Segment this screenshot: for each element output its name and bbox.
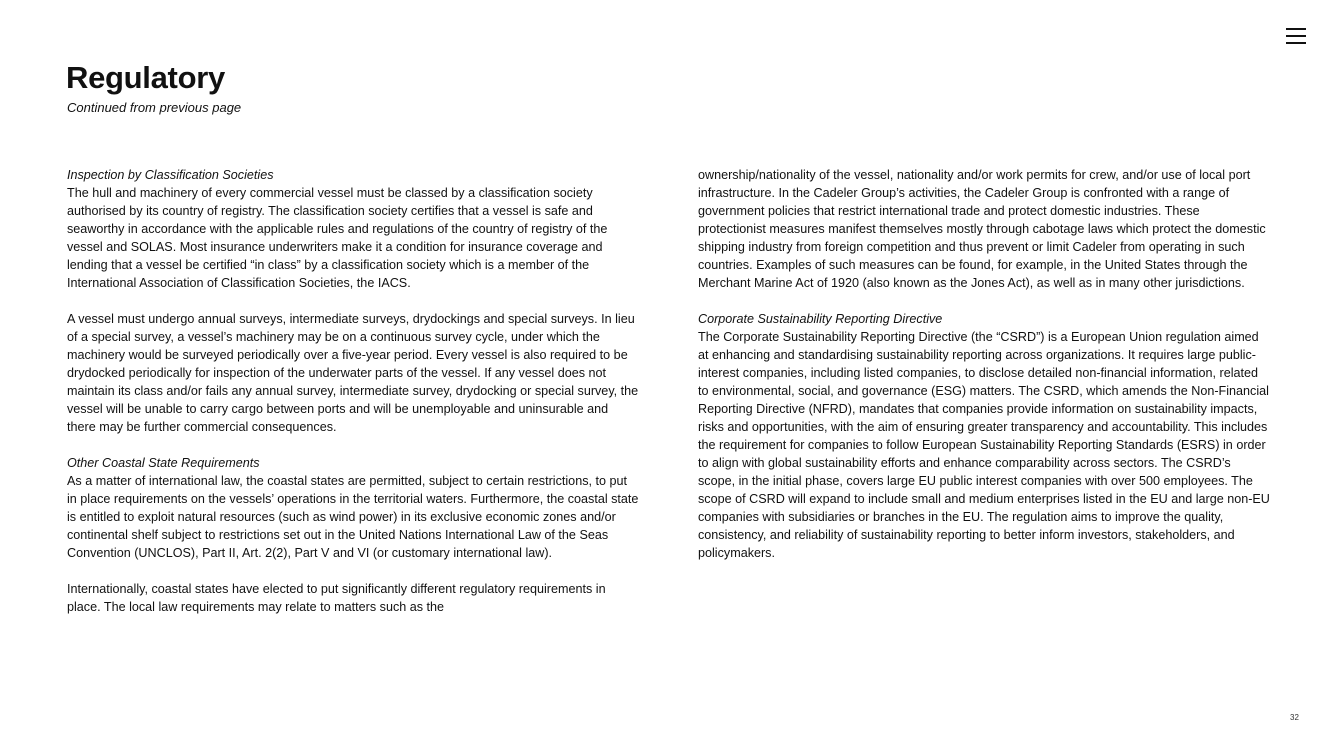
paragraph-classification-1: The hull and machinery of every commercial vessel must be classed by a classification society authorised by its country of registry. The classification society certifies that a vessel is safe and seaworthy in accordance with the applicable rules and regulations of the country of registry of the vessel and SOLAS. Most insurance underwriters make it a condition for insurance coverage and lending that a vessel be certified “in class” by a classification society which is a member of the International Association of Classification Societies, the IACS.	[67, 186, 608, 290]
paragraph-coastal-1: As a matter of international law, the coastal states are permitted, subject to certain restrictions, to put in place requirements on the vessels’ operations in the territorial waters. Furthermore, the coastal state is entitled to exploit natural resources (such as wind power) in its exclusive economic zones and/or continental shelf subject to restrictions set out in the United Nations International Law of the Seas Convention (UNCLOS), Part II, Art. 2(2), Part V and VI (or customary international law).	[67, 474, 639, 560]
page-subtitle: Continued from previous page	[67, 100, 242, 115]
left-column	[67, 166, 639, 634]
section-heading-coastal: Other Coastal State Requirements	[67, 456, 260, 470]
menu-bar-middle	[1286, 35, 1306, 37]
section-heading-csrd: Corporate Sustainability Reporting Directive	[698, 312, 943, 326]
paragraph-classification-2: A vessel must undergo annual surveys, intermediate surveys, drydockings and special surveys. In lieu of a special survey, a vessel’s machinery may be on a continuous survey cycle, under which the machinery would be surveyed periodically over a five-year period. Every vessel is also required to be drydocked periodically for inspection of the underwater parts of the vessel. If any vessel does not maintain its class and/or fails any annual survey, intermediate survey, drydocking or special survey, the vessel will be unable to carry cargo between ports and will be unemployable and uninsurable and there may be further commercial consequences.	[67, 312, 639, 434]
right-column	[698, 166, 1270, 580]
section-heading-classification: Inspection by Classification Societies	[67, 168, 274, 182]
paragraph-coastal-continuation: ownership/nationality of the vessel, nationality and/or work permits for crew, and/or use of local port infrastructure. In the Cadeler Group’s activities, the Cadeler Group is confronted with a range of government policies that restrict international trade and protect domestic industries. These protectionist measures manifest themselves mostly through cabotage laws which protect the domestic shipping industry from foreign competition and thus prevent or limit Cadeler from operating in such countries. Examples of such measures can be found, for example, in the United States through the Merchant Marine Act of 1920 (also known as the Jones Act), as well as in many other jurisdictions.	[698, 168, 1266, 290]
page-number: 32	[1290, 713, 1299, 722]
paragraph-coastal-2: Internationally, coastal states have elected to put significantly different regulatory requirements in place. The local law requirements may relate to matters such as the	[67, 582, 606, 614]
paragraph-csrd: The Corporate Sustainability Reporting Directive (the “CSRD”) is a European Union regulation aimed at enhancing and standardising sustainability reporting across organizations. It requires large public-interest companies, including listed companies, to disclose detailed non-financial information, related to environmental, social, and governance (ESG) matters. The CSRD, which amends the Non-Financial Reporting Directive (NFRD), mandates that companies provide information on sustainability impacts, risks and opportunities, with the aim of ensuring greater transparency and accountability. This includes the requirement for companies to follow European Sustainability Reporting Standards (ESRS) in order to align with global sustainability efforts and enhance comparability across sectors. The CSRD’s scope, in the initial phase, covers large EU public interest companies with over 500 employees. The scope of CSRD will expand to include small and medium enterprises listed in the EU and large non-EU companies with subsidiaries or branches in the EU. The regulation aims to improve the quality, consistency, and reliability of sustainability reporting to better inform investors, stakeholders, and policymakers.	[698, 330, 1270, 560]
page-title: Regulatory	[66, 60, 225, 95]
menu-bar-bottom	[1286, 42, 1306, 44]
hamburger-menu-icon[interactable]	[1286, 28, 1306, 45]
menu-bar-top	[1286, 28, 1306, 30]
